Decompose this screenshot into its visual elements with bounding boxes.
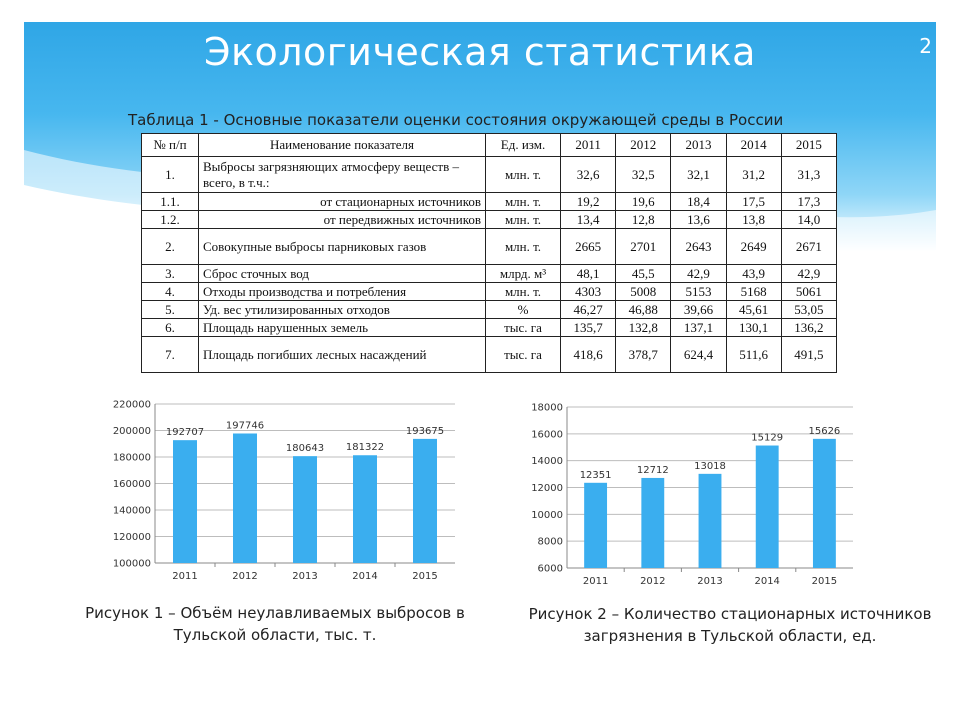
x-tick-label: 2013 <box>292 571 318 582</box>
row-value: 511,6 <box>726 337 781 373</box>
row-value: 32,6 <box>561 157 616 193</box>
y-tick-label: 10000 <box>531 509 563 521</box>
row-name: от стационарных источников <box>199 193 486 211</box>
header-2014: 2014 <box>726 134 781 157</box>
table-body <box>142 157 837 373</box>
bar <box>641 478 664 568</box>
row-name: Сброс сточных вод <box>199 265 486 283</box>
row-value: 2643 <box>671 229 726 265</box>
chart2-labels <box>531 403 840 588</box>
row-number: 5. <box>142 301 199 319</box>
table-caption: Таблица 1 - Основные показатели оценки состояния окружающей среды в России <box>128 111 784 129</box>
header-unit: Ед. изм. <box>486 134 561 157</box>
row-name: Совокупные выбросы парниковых газов <box>199 229 486 265</box>
row-value: 17,3 <box>781 193 836 211</box>
row-value: 378,7 <box>616 337 671 373</box>
row-value: 130,1 <box>726 319 781 337</box>
x-tick-label: 2014 <box>352 571 378 582</box>
bar <box>813 439 836 568</box>
row-value: 42,9 <box>671 265 726 283</box>
row-value: 18,4 <box>671 193 726 211</box>
data-label: 15626 <box>808 425 841 437</box>
bar <box>233 433 257 563</box>
bar <box>353 455 377 563</box>
row-value: 13,4 <box>561 211 616 229</box>
row-value: 418,6 <box>561 337 616 373</box>
row-value: 19,6 <box>616 193 671 211</box>
bar <box>413 439 437 563</box>
row-unit: млн. т. <box>486 283 561 301</box>
row-name: Отходы производства и потребления <box>199 283 486 301</box>
row-value: 31,2 <box>726 157 781 193</box>
row-value: 5168 <box>726 283 781 301</box>
table-row <box>142 265 837 283</box>
header-name: Наименование показателя <box>199 134 486 157</box>
figure2-caption-line2: загрязнения в Тульской области, ед. <box>583 627 877 645</box>
y-tick-label: 220000 <box>112 399 151 411</box>
figure1-caption-line1: Рисунок 1 – Объём неулавливаемых выбросов в <box>85 604 465 622</box>
row-value: 132,8 <box>616 319 671 337</box>
row-value: 45,5 <box>616 265 671 283</box>
row-name: Площадь нарушенных земель <box>199 319 486 337</box>
row-value: 137,1 <box>671 319 726 337</box>
row-value: 31,3 <box>781 157 836 193</box>
bar <box>293 456 317 563</box>
data-label: 197746 <box>225 420 265 432</box>
data-label: 193675 <box>405 425 445 437</box>
y-tick-label: 140000 <box>112 505 151 517</box>
header-number: № п/п <box>142 134 199 157</box>
row-number: 6. <box>142 319 199 337</box>
row-value: 17,5 <box>726 193 781 211</box>
table-row <box>142 337 837 373</box>
x-tick-label: 2015 <box>412 571 438 582</box>
table-row <box>142 229 837 265</box>
bar <box>756 446 779 568</box>
table-row <box>142 283 837 301</box>
bar <box>173 440 197 563</box>
header-2013: 2013 <box>671 134 726 157</box>
row-value: 46,27 <box>561 301 616 319</box>
chart-emissions <box>100 395 470 590</box>
row-unit: % <box>486 301 561 319</box>
figure1-caption <box>70 602 480 646</box>
bar <box>699 474 722 568</box>
row-value: 32,5 <box>616 157 671 193</box>
row-number: 7. <box>142 337 199 373</box>
row-value: 12,8 <box>616 211 671 229</box>
row-value: 5153 <box>671 283 726 301</box>
data-label: 13018 <box>694 460 726 472</box>
y-tick-label: 200000 <box>112 426 151 437</box>
row-name: Площадь погибших лесных насаждений <box>199 337 486 373</box>
x-tick-label: 2013 <box>697 576 723 587</box>
row-unit: тыс. га <box>486 319 561 337</box>
chart-sources <box>515 398 865 596</box>
page-number: 2 <box>919 34 932 58</box>
row-value: 624,4 <box>671 337 726 373</box>
data-label: 181322 <box>345 442 385 454</box>
x-tick-label: 2012 <box>640 576 666 587</box>
row-value: 13,6 <box>671 211 726 229</box>
row-value: 46,88 <box>616 301 671 319</box>
row-value: 39,66 <box>671 301 726 319</box>
row-value: 13,8 <box>726 211 781 229</box>
data-label: 12712 <box>636 464 669 476</box>
row-value: 5061 <box>781 283 836 301</box>
data-label: 192707 <box>165 427 205 439</box>
x-tick-label: 2011 <box>582 576 609 587</box>
row-unit: млн. т. <box>486 193 561 211</box>
row-number: 1. <box>142 157 199 193</box>
y-tick-label: 18000 <box>531 402 563 414</box>
row-value: 19,2 <box>561 193 616 211</box>
row-value: 2671 <box>781 229 836 265</box>
row-unit: млн. т. <box>486 211 561 229</box>
row-value: 2701 <box>616 229 671 265</box>
row-name: от передвижных источников <box>199 211 486 229</box>
y-tick-label: 6000 <box>537 563 563 575</box>
row-value: 136,2 <box>781 319 836 337</box>
chart1-labels <box>113 400 444 583</box>
row-value: 45,61 <box>726 301 781 319</box>
row-number: 4. <box>142 283 199 301</box>
row-value: 4303 <box>561 283 616 301</box>
row-value: 2649 <box>726 229 781 265</box>
row-value: 48,1 <box>561 265 616 283</box>
header-2015: 2015 <box>781 134 836 157</box>
table-header-row <box>142 134 837 157</box>
header-2011: 2011 <box>561 134 616 157</box>
y-tick-label: 180000 <box>112 452 151 464</box>
figure1-caption-line2: Тульской области, тыс. т. <box>173 626 377 644</box>
row-name: Уд. вес утилизированных отходов <box>199 301 486 319</box>
row-number: 3. <box>142 265 199 283</box>
slide-title: Экологическая статистика <box>204 30 756 74</box>
x-tick-label: 2011 <box>172 571 198 582</box>
row-unit: млрд. м³ <box>486 265 561 283</box>
y-tick-label: 16000 <box>531 429 563 441</box>
row-number: 1.1. <box>142 193 199 211</box>
row-unit: тыс. га <box>486 337 561 373</box>
y-tick-label: 14000 <box>531 456 563 468</box>
row-value: 2665 <box>561 229 616 265</box>
row-number: 1.2. <box>142 211 199 229</box>
chart2-bars <box>584 439 836 568</box>
row-unit: млн. т. <box>486 157 561 193</box>
row-value: 42,9 <box>781 265 836 283</box>
row-number: 2. <box>142 229 199 265</box>
row-value: 14,0 <box>781 211 836 229</box>
header-2012: 2012 <box>616 134 671 157</box>
data-label: 15129 <box>751 432 784 444</box>
y-tick-label: 160000 <box>112 479 151 490</box>
figure2-caption-line1: Рисунок 2 – Количество стационарных источников <box>528 605 932 623</box>
bar <box>584 483 607 568</box>
x-tick-label: 2014 <box>754 576 780 587</box>
row-unit: млн. т. <box>486 229 561 265</box>
table-row <box>142 193 837 211</box>
table-row <box>142 211 837 229</box>
table-row <box>142 157 837 193</box>
row-value: 53,05 <box>781 301 836 319</box>
row-value: 135,7 <box>561 319 616 337</box>
row-value: 43,9 <box>726 265 781 283</box>
row-name: Выбросы загрязняющих атмосферу веществ – всего, в т.ч.: <box>199 157 486 193</box>
y-tick-label: 120000 <box>112 532 151 543</box>
table-row <box>142 319 837 337</box>
figure2-caption <box>515 603 945 647</box>
table-row <box>142 301 837 319</box>
y-tick-label: 12000 <box>531 483 563 494</box>
x-tick-label: 2012 <box>232 571 258 582</box>
indicators-table <box>141 133 837 373</box>
y-tick-label: 100000 <box>112 558 151 570</box>
row-value: 5008 <box>616 283 671 301</box>
data-label: 180643 <box>285 443 325 455</box>
row-value: 491,5 <box>781 337 836 373</box>
row-value: 32,1 <box>671 157 726 193</box>
data-label: 12351 <box>579 469 612 481</box>
x-tick-label: 2015 <box>811 576 838 587</box>
y-tick-label: 8000 <box>537 536 563 548</box>
